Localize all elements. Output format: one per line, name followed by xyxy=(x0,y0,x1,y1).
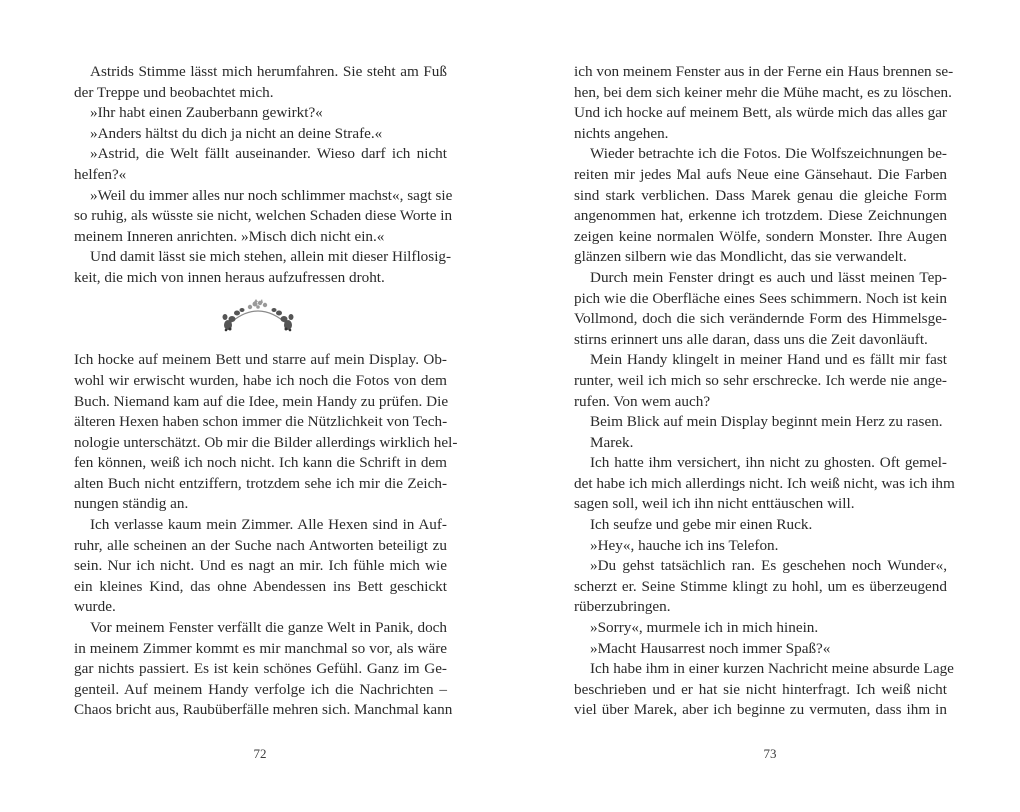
text-line: nologie unterschätzt. Ob mir die Bilder allerdings wirklich hel- xyxy=(74,433,458,451)
text-line: der Treppe und beobachtet mich. xyxy=(74,83,274,101)
text-line: Astrids Stimme lässt mich herumfahren. Sie steht am Fuß xyxy=(90,63,447,80)
text-line: »Macht Hausarrest noch immer Spaß?« xyxy=(590,639,831,657)
text-line: pich wie die Oberfläche eines Sees schimmern. Noch ist kein xyxy=(574,289,947,307)
text-line: helfen?« xyxy=(74,165,127,183)
text-line: »Astrid, die Welt fällt auseinander. Wieso darf ich nicht xyxy=(90,145,447,163)
right-page xyxy=(510,0,1020,812)
text-line: hen, bei dem sich keiner mehr die Mühe macht, es zu löschen. xyxy=(574,83,952,101)
text-line: stirns erinnert uns alle daran, dass uns die Zeit davonläuft. xyxy=(574,330,928,348)
text-line: Vollmond, doch die sich verändernde Form des Himmelsge- xyxy=(574,310,947,328)
text-line: »Anders hältst du dich ja nicht an deine Strafe.« xyxy=(90,124,383,142)
text-line: Ich seufze und gebe mir einen Ruck. xyxy=(590,516,813,534)
text-line: rüberzubringen. xyxy=(574,598,671,616)
text-line: det habe ich mich allerdings nicht. Ich weiß nicht, was ich ihm xyxy=(574,474,955,492)
text-line: »Du gehst tatsächlich ran. Es geschehen noch Wunder«, xyxy=(590,557,947,575)
text-line: älteren Hexen haben schon immer die Nützlichkeit von Tech- xyxy=(74,413,448,431)
text-line: Durch mein Fenster dringt es auch und lässt meinen Tep- xyxy=(590,268,947,286)
text-line: keit, die mich von innen heraus aufzufressen droht. xyxy=(74,268,385,286)
text-line: ich von meinem Fenster aus in der Ferne ein Haus brennen se- xyxy=(574,63,954,80)
text-line: genteil. Auf meinem Handy verfolge ich die Nachrichten – xyxy=(74,680,447,698)
text-line: »Weil du immer alles nur noch schlimmer machst«, sagt sie xyxy=(90,186,453,204)
text-line: Chaos bricht aus, Raubüberfälle mehren sich. Manchmal kann xyxy=(74,701,453,719)
text-line: runter, weil ich mich so sehr erschrecke. Ich werde nie ange- xyxy=(574,371,947,389)
text-line: Marek. xyxy=(590,433,634,451)
page-number: 72 xyxy=(253,746,267,761)
text-line: Ich hocke auf meinem Bett und starre auf mein Display. Ob- xyxy=(74,351,447,369)
text-line: Beim Blick auf mein Display beginnt mein Herz zu rasen. xyxy=(590,413,943,431)
text-line: zeigen keine normalen Wölfe, sondern Monster. Ihre Augen xyxy=(574,227,947,245)
text-line: scherzt er. Seine Stimme klingt zu hohl, um es überzeugend xyxy=(574,577,947,595)
text-line: Und ich hocke auf meinem Bett, als würde mich das alles gar xyxy=(574,104,947,122)
text-line: sagen soll, weil ich ihn nicht enttäuschen will. xyxy=(574,495,855,513)
text-line: Mein Handy klingelt in meiner Hand und es fällt mir fast xyxy=(590,351,947,369)
text-line: gar nichts passiert. Es ist kein schönes Gefühl. Ganz im Ge- xyxy=(74,660,447,678)
text-line: »Ihr habt einen Zauberbann gewirkt?« xyxy=(90,104,323,122)
page-number: 73 xyxy=(763,746,777,761)
text-line: Buch. Niemand kam auf die Idee, mein Handy zu prüfen. Die xyxy=(74,392,449,410)
text-line: glänzen silbern wie das Mondlicht, das sie verwandelt. xyxy=(574,248,907,266)
text-line: Vor meinem Fenster verfällt die ganze Welt in Panik, doch xyxy=(90,619,447,637)
text-line: in meinem Zimmer kommt es mir manchmal so vor, als wäre xyxy=(74,639,447,657)
text-line: beschrieben und er hat sie nicht hinterfragt. Ich weiß nicht xyxy=(574,680,947,698)
text-line: sind stark verblichen. Dass Marek genau die gleiche Form xyxy=(574,186,947,204)
text-line: Ich hatte ihm versichert, ihn nicht zu ghosten. Oft gemel- xyxy=(590,454,947,472)
text-line: viel über Marek, aber ich beginne zu vermuten, dass ihm in xyxy=(574,701,947,719)
text-line: Ich habe ihm in einer kurzen Nachricht meine absurde Lage xyxy=(590,660,954,678)
text-line: wurde. xyxy=(74,598,116,616)
left-page-text xyxy=(74,62,458,721)
text-line: reiten mir jedes Mal aufs Neue eine Gänsehaut. Die Farben xyxy=(574,165,947,183)
text-line: nungen ständig an. xyxy=(74,495,189,513)
text-line: Und damit lässt sie mich stehen, allein mit dieser Hilflosig- xyxy=(90,248,452,266)
text-line: Ich verlasse kaum mein Zimmer. Alle Hexen sind in Auf- xyxy=(90,516,447,534)
section-break xyxy=(74,289,447,351)
text-line: »Hey«, hauche ich ins Telefon. xyxy=(590,536,779,554)
text-line: angenommen hat, erkenne ich trotzdem. Diese Zeichnungen xyxy=(574,207,947,225)
text-line: ein kleines Kind, das ohne Abendessen ins Bett geschickt xyxy=(74,577,447,595)
text-line: ruhr, alle scheinen an der Suche nach Antworten beteiligt zu xyxy=(74,536,447,554)
text-line: sein. Nur ich nicht. Und es nagt an mir. Ich fühle mich wie xyxy=(74,557,447,575)
text-line: »Sorry«, murmele ich in mich hinein. xyxy=(590,619,819,637)
text-line: nichts angehen. xyxy=(574,124,669,142)
text-line: so ruhig, als wüsste sie nicht, welchen Schaden diese Worte in xyxy=(74,207,453,225)
text-line: alten Buch nicht entziffern, trotzdem sehe ich mir die Zeich- xyxy=(74,474,447,492)
text-line: fen können, weiß ich noch nicht. Ich kann die Schrift in dem xyxy=(74,454,447,472)
floral-arch-ornament-icon xyxy=(220,299,296,333)
text-line: rufen. Von wem auch? xyxy=(574,392,711,410)
text-line: Wieder betrachte ich die Fotos. Die Wolfszeichnungen be- xyxy=(590,145,947,163)
text-line: wohl wir erwischt wurden, habe ich noch die Fotos von dem xyxy=(74,371,447,389)
right-page-text xyxy=(574,62,955,721)
text-line: meinem Inneren anrichten. »Misch dich nicht ein.« xyxy=(74,227,385,245)
